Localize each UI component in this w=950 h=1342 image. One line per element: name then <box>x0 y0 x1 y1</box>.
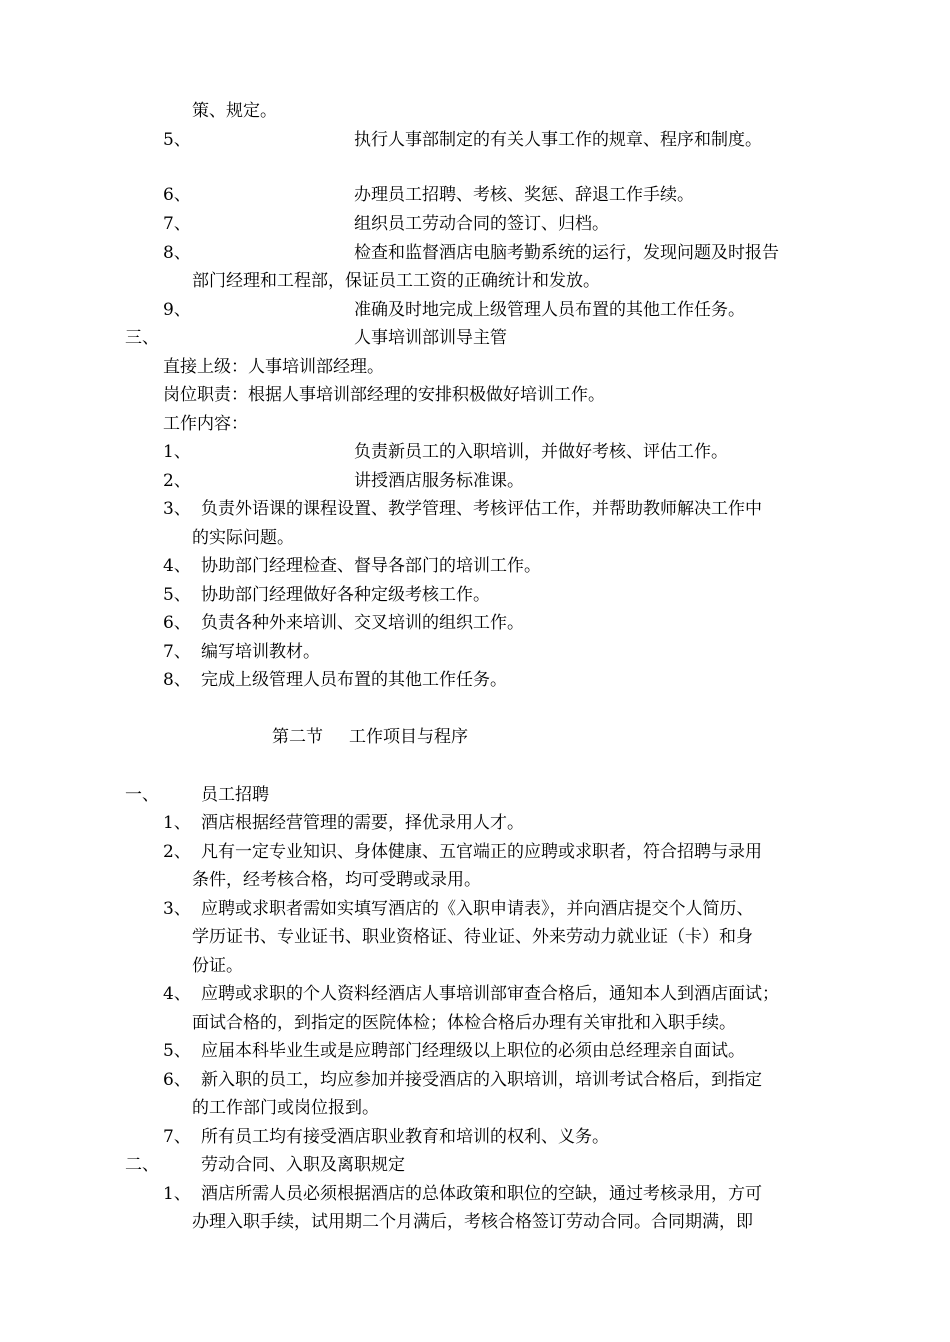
list-item-number: 4、 <box>163 984 191 1004</box>
list-item-text: 准确及时地完成上级管理人员布置的其他工作任务。 <box>354 300 745 320</box>
list-item-text: 负责外语课的课程设置、教学管理、考核评估工作，并帮助教师解决工作中 <box>201 499 762 519</box>
list-item-text: 负责新员工的入职培训，并做好考核、评估工作。 <box>354 442 728 462</box>
section-number: 二、 <box>125 1155 159 1175</box>
list-item-continuation: 面试合格的，到指定的医院体检；体检合格后办理有关审批和入职手续。 <box>192 1013 736 1033</box>
list-item-text: 组织员工劳动合同的签订、归档。 <box>354 214 609 234</box>
list-item-number: 5、 <box>163 585 191 605</box>
list-item-number: 8、 <box>163 670 191 690</box>
list-item-number: 8、 <box>163 243 191 263</box>
list-item-number: 1、 <box>163 442 191 462</box>
list-item-number: 3、 <box>163 899 191 919</box>
list-item-number: 5、 <box>163 130 191 150</box>
section-number: 一、 <box>125 785 159 805</box>
list-item-number: 1、 <box>163 813 191 833</box>
list-item-text: 讲授酒店服务标准课。 <box>354 471 524 491</box>
list-item-text: 负责各种外来培训、交叉培训的组织工作。 <box>201 613 524 633</box>
job-duty: 岗位职责：根据人事培训部经理的安排积极做好培训工作。 <box>163 385 605 405</box>
list-item-number: 7、 <box>163 642 191 662</box>
list-item-text: 完成上级管理人员布置的其他工作任务。 <box>201 670 507 690</box>
list-item-number: 6、 <box>163 1070 191 1090</box>
list-item-text: 新入职的员工，均应参加并接受酒店的入职培训，培训考试合格后，到指定 <box>201 1070 762 1090</box>
list-item-number: 2、 <box>163 471 191 491</box>
list-item-text: 凡有一定专业知识、身体健康、五官端正的应聘或求职者，符合招聘与录用 <box>201 842 762 862</box>
section-heading: 劳动合同、入职及离职规定 <box>201 1155 405 1175</box>
list-item-text: 酒店根据经营管理的需要，择优录用人才。 <box>201 813 524 833</box>
list-item-number: 6、 <box>163 185 191 205</box>
chapter-section-title: 工作项目与程序 <box>349 727 468 747</box>
work-content-label: 工作内容： <box>163 414 248 434</box>
list-item-number: 9、 <box>163 300 191 320</box>
list-item-text: 检查和监督酒店电脑考勤系统的运行，发现问题及时报告 <box>354 243 779 263</box>
list-item-number: 7、 <box>163 214 191 234</box>
list-item-text: 所有员工均有接受酒店职业教育和培训的权利、义务。 <box>201 1127 609 1147</box>
list-item-text: 应届本科毕业生或是应聘部门经理级以上职位的必须由总经理亲自面试。 <box>201 1041 745 1061</box>
list-item-continuation: 的工作部门或岗位报到。 <box>192 1098 379 1118</box>
list-item-number: 7、 <box>163 1127 191 1147</box>
list-item-text: 编写培训教材。 <box>201 642 320 662</box>
section-heading: 人事培训部训导主管 <box>354 328 507 348</box>
list-item-number: 2、 <box>163 842 191 862</box>
list-item-continuation: 份证。 <box>192 956 243 976</box>
list-item-text: 执行人事部制定的有关人事工作的规章、程序和制度。 <box>354 130 762 150</box>
list-item-number: 4、 <box>163 556 191 576</box>
list-item-number: 3、 <box>163 499 191 519</box>
list-item-continuation: 学历证书、专业证书、职业资格证、待业证、外来劳动力就业证（卡）和身 <box>192 927 753 947</box>
section-heading: 员工招聘 <box>201 785 269 805</box>
list-item-text: 协助部门经理检查、督导各部门的培训工作。 <box>201 556 541 576</box>
chapter-section-label: 第二节 <box>272 727 323 747</box>
list-item-text: 协助部门经理做好各种定级考核工作。 <box>201 585 490 605</box>
list-item-number: 1、 <box>163 1184 191 1204</box>
paragraph-continuation: 策、规定。 <box>192 101 277 121</box>
list-item-text: 办理员工招聘、考核、奖惩、辞退工作手续。 <box>354 185 694 205</box>
list-item-text: 应聘或求职者需如实填写酒店的《入职申请表》，并向酒店提交个人简历、 <box>201 899 754 919</box>
list-item-text: 应聘或求职的个人资料经酒店人事培训部审查合格后，通知本人到酒店面试； <box>201 984 779 1004</box>
list-item-text: 酒店所需人员必须根据酒店的总体政策和职位的空缺，通过考核录用，方可 <box>201 1184 762 1204</box>
list-item-continuation: 条件，经考核合格，均可受聘或录用。 <box>192 870 481 890</box>
direct-superior: 直接上级：人事培训部经理。 <box>163 357 384 377</box>
list-item-number: 5、 <box>163 1041 191 1061</box>
list-item-continuation: 的实际问题。 <box>192 528 294 548</box>
list-item-continuation: 部门经理和工程部，保证员工工资的正确统计和发放。 <box>192 271 600 291</box>
list-item-continuation: 办理入职手续，试用期二个月满后，考核合格签订劳动合同。合同期满，即 <box>192 1212 753 1232</box>
list-item-number: 6、 <box>163 613 191 633</box>
section-number: 三、 <box>125 328 159 348</box>
